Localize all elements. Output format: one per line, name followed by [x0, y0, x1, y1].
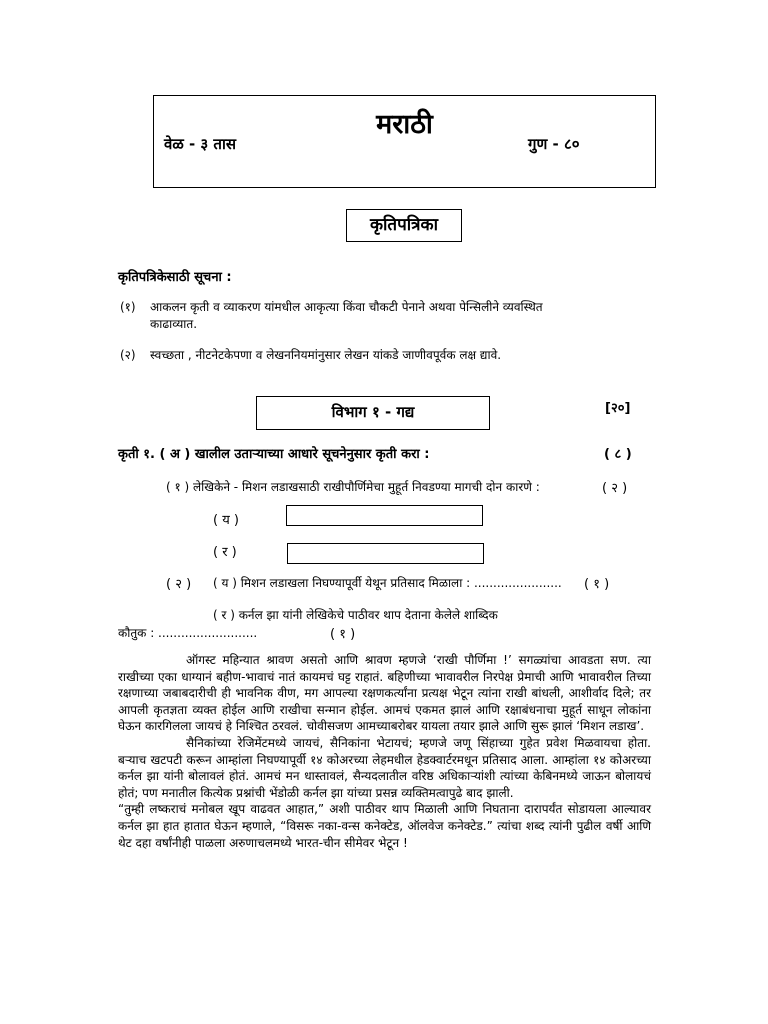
- instruction-text: आकलन कृती व व्याकरण यांमधील आकृत्या किंवा चौकटी पेनाने अथवा पेन्सिलीने व्यवस्थित काढाव्यात.: [150, 300, 543, 331]
- subquestion-2b-cont: कौतुक : ..........................: [118, 626, 258, 640]
- total-marks: गुण - ८०: [528, 135, 580, 153]
- subquestion-2a: ( य ) मिशन लडाखला निघण्यापूर्वी येथून प्रतिसाद मिळाला : .......................: [213, 576, 562, 590]
- instruction-number: (२): [120, 348, 136, 362]
- subquestion-1: ( १ ) लेखिकेने - मिशन लडाखसाठी राखीपौर्णिमेचा मुहूर्त निवडण्या मागची दोन कारणे :: [166, 480, 540, 494]
- answer-box-2[interactable]: [287, 543, 484, 564]
- answer-box-1[interactable]: [286, 505, 483, 526]
- subquestion-1-marks: ( २ ): [602, 481, 628, 496]
- kruti-title-box: कृतिपत्रिका: [346, 209, 462, 242]
- instruction-item: [120, 347, 580, 383]
- subquestion-2a-marks: ( १ ): [584, 577, 610, 592]
- instruction-item: [120, 299, 580, 335]
- instruction-text: स्वच्छता , नीटनेटकेपणा व लेखननियमांनुसार लेखन यांकडे जाणीवपूर्वक लक्ष द्यावे.: [150, 348, 502, 362]
- passage-paragraph: सैनिकांच्या रेजिमेंटमध्ये जायचं, सैनिकांना भेटायचं; म्हणजे जणू सिंहाच्या गुहेत प्रवेश मिळवायचा होता. बऱ्याच खटपटी करून आम्हांला निघण्यापूर्वी १४ कोअरच्या लेहमधील हेडक्वार्टरमधून प्रतिसाद आला. आम्हांला १४ कोअरच्या कर्नल झा यांनी बोलावलं होतं. आमचं मन धास्तावलं, सैन्यदलातील वरिष्ठ अधिकाऱ्यांशी त्यांच्या केबिनमध्ये जाऊन बोलायचं होतं; पण मनातील कित्येक प्रश्नांची भेंडोळी कर्नल झा यांच्या प्रसन्न व्यक्तिमत्वापुढे बाद झाली.: [118, 735, 651, 800]
- passage-paragraph: ऑगस्ट महिन्यात श्रावण असतो आणि श्रावण म्हणजे ‘राखी पौर्णिमा !’ सगळ्यांचा आवडता सण. त्या राखीच्या एका धाग्यानं बहीण-भावाचं नातं कायमचं घट्ट राहातं. बहिणीच्या भावावरील निरपेक्ष प्रेमाची आणि भावावरील तिच्या रक्षणाच्या जबाबदारीची ही भावनिक वीण, मग आपल्या रक्षणकर्त्यांना प्रत्यक्ष भेटून त्यांना राखी बांधली, आशीर्वाद दिले; तर आपली कृतज्ञता व्यक्त होईल आणि राखीचा सन्मान होईल. आमचं एकमत झालं आणि रक्षाबंधनाचा मुहूर्त साधून लोकांना घेऊन कारगिलला जायचं हे निश्चित ठरवलं. चोवीसजण आमच्याबरोबर यायला तयार झाले आणि सुरू झालं ‘मिशन लडाख’.: [118, 653, 651, 734]
- question-label: कृती १. ( अ ) खालील उताऱ्याच्या आधारे सूचनेनुसार कृती करा :: [118, 447, 430, 462]
- subquestion-2b-marks: ( १ ): [330, 627, 356, 642]
- subject-title: मराठी: [376, 109, 433, 140]
- passage: [118, 652, 651, 851]
- exam-duration: वेळ - ३ तास: [164, 135, 237, 153]
- option-label: ( य ): [213, 513, 239, 528]
- instruction-number: (१): [120, 300, 136, 314]
- subquestion-2b: ( र ) कर्नल झा यांनी लेखिकेचे पाठीवर थाप देताना केलेले शाब्दिक: [213, 608, 498, 622]
- option-label: ( र ): [213, 545, 237, 560]
- passage-paragraph: “तुम्ही लष्कराचं मनोबल खूप वाढवत आहात,” अशी पाठीवर थाप मिळाली आणि निघताना दारापर्यंत सोडायला आल्यावर कर्नल झा हात हातात घेऊन म्हणाले, “विसरू नका-वन्स कनेक्टेड, ऑलवेज कनेक्टेड.” त्यांचा शब्द त्यांनी पुढील वर्षी आणि थेट दहा वर्षांनीही पाळला अरुणाचलमध्ये भारत-चीन सीमेवर भेटून !: [118, 802, 651, 850]
- section-marks: [२०]: [605, 401, 631, 416]
- question-marks: ( ८ ): [604, 447, 632, 462]
- instructions-heading: कृतिपत्रिकेसाठी सूचना :: [118, 270, 232, 285]
- exam-header-box: [153, 95, 656, 188]
- section-title-box: विभाग १ - गद्य: [256, 396, 490, 430]
- subquestion-2-number: ( २ ): [166, 577, 192, 592]
